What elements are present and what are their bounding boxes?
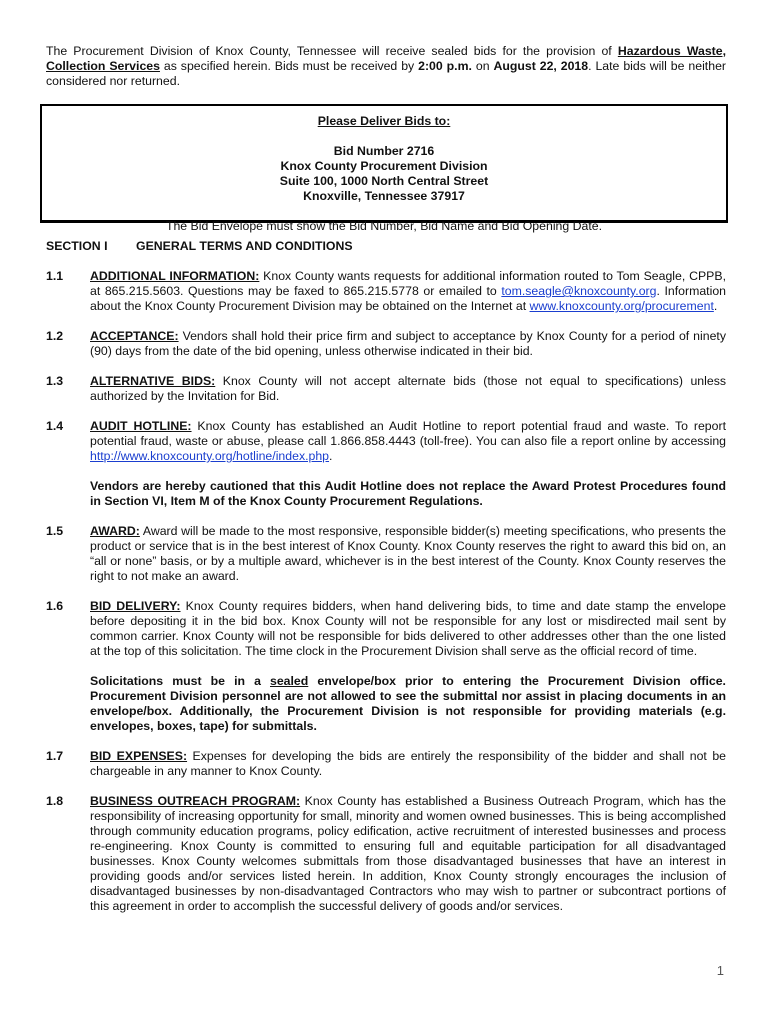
clause-number: 1.2	[46, 329, 64, 343]
clause-title: BID EXPENSES:	[90, 749, 188, 763]
envelope-note: The Bid Envelope must show the Bid Number, Bid Name and Bid Opening Date.	[165, 219, 603, 233]
service-name: Hazardous Waste, Collection Services	[46, 44, 727, 73]
hotline-caution: Vendors are hereby cautioned that this Audit Hotline does not replace the Award Protest Procedures found in Section VI, Item M of the Knox County Procurement Regulations.	[90, 479, 726, 508]
address-line: Knox County Procurement Division	[280, 159, 488, 173]
clause-number: 1.3	[46, 374, 64, 388]
clause-1-3: 1.3 ALTERNATIVE BIDS: Knox County will not accept alternate bids (those not equal to specifications) unless authorized by the Invitation for Bid.	[46, 374, 726, 403]
clause-title: ACCEPTANCE:	[90, 329, 179, 343]
clause-title: AUDIT HOTLINE:	[90, 419, 192, 433]
section-heading	[46, 239, 726, 254]
bid-number: Bid Number 2716	[333, 144, 435, 158]
clause-title: BID DELIVERY:	[90, 599, 181, 613]
clause-number: 1.8	[46, 794, 64, 808]
clause-title: BUSINESS OUTREACH PROGRAM:	[90, 794, 301, 808]
hotline-link[interactable]: http://www.knoxcounty.org/hotline/index.php	[90, 449, 330, 463]
email-link[interactable]: tom.seagle@knoxcounty.org	[501, 284, 657, 298]
intro-paragraph: The Procurement Division of Knox County, Tennessee will receive sealed bids for the provision of Hazardous Waste, Collection Services as specified herein. Bids must be received by 2:00 p.m. on August 22, 2018. Late bids will be neither considered nor returned.	[46, 44, 727, 88]
address-line: Suite 100, 1000 North Central Street	[279, 174, 489, 188]
clause-1-7: 1.7 BID EXPENSES: Expenses for developing the bids are entirely the responsibility of the bidder and shall not be chargeable in any manner to Knox County.	[46, 749, 727, 778]
clause-1-1: 1.1 ADDITIONAL INFORMATION: Knox County wants requests for additional information routed to Tom Seagle, CPPB, at 865.215.5603. Questions may be faxed to 865.215.5778 or emailed to tom.seagle@knoxcounty.org. Information about the Knox County Procurement Division may be obtained on the Internet at www.knoxcounty.org/procurement.	[46, 269, 727, 313]
clause-title: ADDITIONAL INFORMATION:	[90, 269, 260, 283]
clause-number: 1.7	[46, 749, 64, 763]
sealed-notice: Solicitations must be in a sealed envelope/box prior to entering the Procurement Division office. Procurement Division personnel are not allowed to see the submittal nor assist in placing documents in an envelope/box. Additionally, the Procurement Division is not responsible for providing materials (e.g. envelopes, boxes, tape) for submittals.	[90, 674, 726, 733]
clause-title: AWARD:	[90, 524, 140, 538]
clause-1-8: 1.8 BUSINESS OUTREACH PROGRAM: Knox County has established a Business Outreach Program, which has the responsibility of increasing opportunity for small, minority and women owned businesses. This is being accomplished through community education programs, policy edification, active recruitment of interested businesses and process re-engineering. Knox County is committed to ensuring full and equitable participation for all disadvantaged businesses. Knox County welcomes submittals from those disadvantaged businesses that have an interest in providing goods and/or services listed herein. In addition, Knox County strongly encourages the inclusion of disadvantaged businesses by non-disadvantaged Contractors who may wish to partner or subcontract portions of this agreement in order to accomplish the successful delivery of goods and/or services.	[46, 794, 726, 913]
delivery-box	[40, 104, 728, 233]
section-title: GENERAL TERMS AND CONDITIONS	[136, 239, 353, 253]
clause-1-6: 1.6 BID DELIVERY: Knox County requires bidders, when hand delivering bids, to time and date stamp the envelope before depositing it in the bid box. Knox County will not be responsible for any lost or misdirected mail sent by common carrier. Knox County will not be responsible for bids delivered to other addresses other than the one listed at the top of this solicitation. The time clock in the Procurement Division shall serve as the official record of time. Solicitations must be in a sealed envelope/box prior to entering the Procurement Division office. Procurement Division personnel are not allowed to see the submittal nor assist in placing documents in an envelope/box. Additionally, the Procurement Division is not responsible for providing materials (e.g. envelopes, boxes, tape) for submittals.	[46, 599, 726, 733]
delivery-address	[42, 144, 726, 204]
document-page	[46, 44, 726, 914]
clause-1-4: 1.4 AUDIT HOTLINE: Knox County has established an Audit Hotline to report potential fraud and waste. To report potential fraud, waste or abuse, please call 1.866.858.4443 (toll-free). You can also file a report online by accessing http://www.knoxcounty.org/hotline/index.php. Vendors are hereby cautioned that this Audit Hotline does not replace the Award Protest Procedures found in Section VI, Item M of the Knox County Procurement Regulations.	[46, 419, 726, 508]
clause-number: 1.5	[46, 524, 64, 538]
clause-1-5: 1.5 AWARD: Award will be made to the most responsive, responsible bidder(s) meeting specifications, who presents the product or service that is in the best interest of Knox County. Knox County reserves the right to award this bid on, an “all or none” basis, or by a multiple award, whichever is in the best interest of the County. Knox County reserves the right to not make an award.	[46, 524, 726, 583]
deadline-time: 2:00 p.m.	[418, 59, 472, 73]
deadline-date: August 22, 2018	[493, 59, 589, 73]
section-number: SECTION I	[46, 239, 108, 253]
clause-number: 1.4	[46, 419, 64, 433]
clause-1-2: 1.2 ACCEPTANCE: Vendors shall hold their price firm and subject to acceptance by Knox County for a period of ninety (90) days from the date of the bid opening, unless otherwise indicated in their bid.	[46, 329, 726, 358]
procurement-link[interactable]: www.knoxcounty.org/procurement	[529, 299, 714, 313]
clause-number: 1.6	[46, 599, 64, 613]
address-line: Knoxville, Tennessee 37917	[303, 189, 465, 203]
clause-title: ALTERNATIVE BIDS:	[90, 374, 216, 388]
delivery-heading: Please Deliver Bids to:	[317, 114, 451, 128]
page-number: 1	[716, 963, 724, 978]
clause-number: 1.1	[46, 269, 64, 283]
